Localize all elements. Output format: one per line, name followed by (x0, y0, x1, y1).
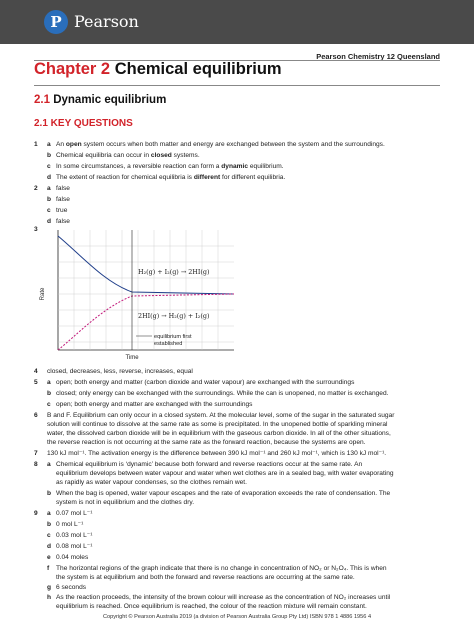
answer-9g: 6 seconds (56, 584, 87, 591)
part-letter: g (47, 584, 52, 591)
part-letter: b (47, 521, 52, 528)
annotation-line-1: equilibrium first (154, 334, 192, 340)
answer-6-line-1: B and F. Equilibrium can only occur in a closed system. At the molecular level, some of the sugar in the saturated sugar (47, 412, 395, 419)
annotation-line-2: established (154, 341, 183, 347)
answer-9h-line-2: equilibrium is reached. Once equilibrium is reached, the colour of the reaction mixture will remain constant. (56, 603, 367, 610)
part-letter: a (47, 379, 51, 386)
answer-2c: true (56, 207, 68, 214)
part-letter: c (47, 401, 51, 408)
part-letter: a (47, 141, 51, 148)
answer-5c: open; both energy and matter are exchanged with the surroundings (56, 401, 253, 408)
question-number: 6 (34, 412, 38, 419)
part-letter: d (47, 543, 52, 550)
question-number: 4 (34, 368, 38, 375)
rate-time-graph (34, 226, 234, 366)
answer-9c: 0.03 mol L⁻¹ (56, 532, 93, 539)
answer-2a: false (56, 185, 70, 192)
answer-8b-line-1: When the bag is opened, water vapour escapes and the rate of evaporation exceeds the rate of condensation. The (56, 490, 391, 497)
answer-1c: In some circumstances, a reversible reaction can form a dynamic equilibrium. (56, 163, 284, 170)
section-number: 2.1 (34, 94, 50, 106)
part-letter: c (47, 532, 51, 539)
part-letter: e (47, 554, 51, 561)
grid-lines (58, 230, 234, 350)
pearson-logo-icon: P (44, 10, 68, 34)
question-number: 3 (34, 226, 38, 233)
question-number: 2 (34, 185, 38, 192)
y-axis-label: Rate (40, 287, 46, 301)
chapter-title (34, 60, 282, 79)
part-letter: h (47, 594, 52, 601)
section-title (34, 94, 166, 106)
series-title: Pearson Chemistry 12 Queensland (316, 52, 440, 61)
key-questions-heading: 2.1 KEY QUESTIONS (34, 118, 133, 129)
answer-9b: 0 mol L⁻¹ (56, 521, 84, 528)
answer-7: 130 kJ mol⁻¹. The activation energy is the difference between 390 kJ mol⁻¹ and 260 kJ mol⁻¹, which is 130 kJ mol⁻¹. (47, 450, 387, 457)
part-letter: b (47, 196, 52, 203)
chapter-number: Chapter 2 (34, 60, 111, 78)
answer-6-line-4: the reverse reaction is not occurring at the same rate as the forward reaction, because the systems are open. (47, 439, 366, 446)
part-letter: b (47, 490, 52, 497)
answer-2d: false (56, 218, 70, 225)
chapter-name: Chemical equilibrium (114, 60, 282, 78)
answer-1d: The extent of reaction for chemical equilibria is different for different equilibria. (56, 174, 286, 181)
header-bar (0, 0, 474, 44)
reverse-reaction-label: 2HI(g) → H₂(g) + I₂(g) (138, 312, 210, 320)
answer-5a: open; both energy and matter (carbon dioxide and water vapour) are exchanged with the surroundings (56, 379, 355, 386)
answer-9a: 0.07 mol L⁻¹ (56, 510, 93, 517)
answer-2b: false (56, 196, 70, 203)
forward-reaction-label: H₂(g) + I₂(g) → 2HI(g) (138, 268, 210, 276)
section-name: Dynamic equilibrium (53, 94, 167, 106)
chapter-divider (34, 85, 440, 86)
part-letter: f (47, 565, 50, 572)
answer-1a: An open system occurs when both matter and energy are exchanged between the system and the surroundings. (56, 141, 385, 148)
x-axis-label: Time (125, 355, 139, 361)
copyright-footer: Copyright © Pearson Australia 2019 (a division of Pearson Australia Group Pty Ltd) ISBN 978 1 4886 1956 4 (102, 614, 372, 620)
part-letter: c (47, 207, 51, 214)
answer-5b: closed; only energy can be exchanged with the surroundings. While the can is unopened, no matter is exchanged. (56, 390, 389, 397)
part-letter: a (47, 510, 51, 517)
question-number: 5 (34, 379, 38, 386)
answer-8a-line-1: Chemical equilibrium is ‘dynamic’ because both forward and reverse reactions occur at the same rate. An (56, 461, 363, 468)
answer-8a-line-2: equilibrium develops between water vapour and water when wet clothes are in a sealed bag, with water evaporating (56, 470, 394, 477)
part-letter: d (47, 174, 52, 181)
answer-9e: 0.04 moles (56, 554, 89, 561)
answer-8b-line-2: system is not in equilibrium and the clothes dry. (56, 499, 195, 506)
reverse-rate-curve (58, 294, 234, 350)
answer-9d: 0.08 mol L⁻¹ (56, 543, 93, 550)
part-letter: b (47, 390, 52, 397)
answer-1b: Chemical equilibria can occur in closed systems. (56, 152, 200, 159)
part-letter: a (47, 185, 51, 192)
part-letter: d (47, 218, 52, 225)
question-number: 1 (34, 141, 38, 148)
rate-time-graph-svg (34, 226, 234, 366)
question-number: 8 (34, 461, 38, 468)
answer-4: closed, decreases, less, reverse, increases, equal (47, 368, 193, 375)
answer-6-line-2: solution will continue to dissolve at the same rate as some is precipitated. In the unopened bottle of sparkling mineral (47, 421, 388, 428)
answer-9f-line-2: the system is at equilibrium and both the forward and reverse reactions are occurring at the same rate. (56, 574, 355, 581)
question-number: 9 (34, 510, 38, 517)
answer-8a-line-3: as rapidly as water vapour condenses, so the clothes remain wet. (56, 479, 247, 486)
answer-9h-line-1: As the reaction proceeds, the intensity of the brown colour will increase as the concentration of NO₂ increases until (56, 594, 391, 601)
forward-rate-curve (58, 236, 234, 294)
part-letter: b (47, 152, 52, 159)
brand-name: Pearson (74, 12, 139, 31)
answer-6-line-3: water, the dissolved carbon dioxide will be in equilibrium with the gaseous carbon dioxide. In all of the other situations, (47, 430, 391, 437)
part-letter: c (47, 163, 51, 170)
question-number: 7 (34, 450, 38, 457)
part-letter: a (47, 461, 51, 468)
answer-9f-line-1: The horizontal regions of the graph indicate that there is no change in concentration of NO₂ or N₂O₄. This is when (56, 565, 387, 572)
